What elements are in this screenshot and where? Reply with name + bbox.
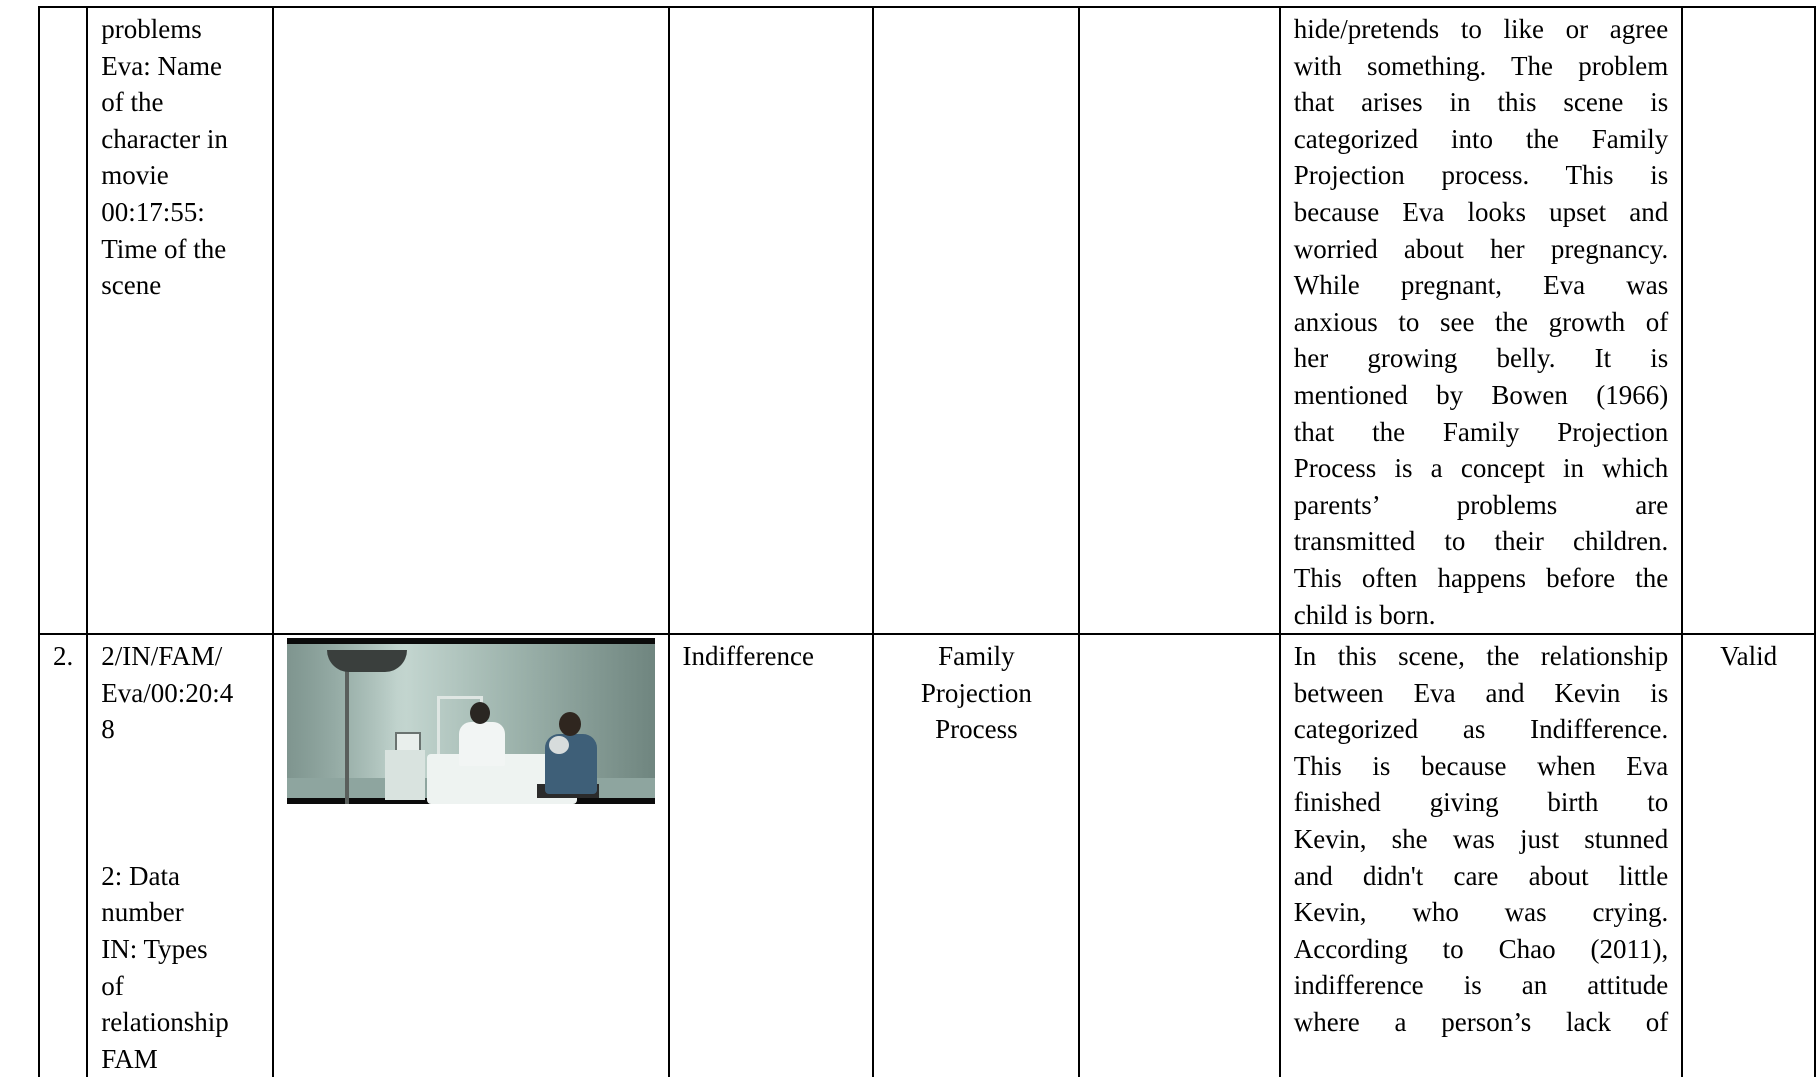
number-cell: [39, 7, 87, 634]
code-line: Time of the: [101, 233, 227, 264]
analysis-line: According to Chao (2011),: [1293, 933, 1669, 964]
code-line: FAM: [101, 1043, 158, 1074]
analysis-cell: [1280, 7, 1683, 634]
code-line: relationship: [101, 1007, 229, 1038]
code-line: 2/IN/FAM/: [101, 641, 223, 672]
analysis-line: In this scene, the relationship: [1293, 641, 1669, 672]
analysis-line: hide/pretends to like or agree: [1293, 14, 1669, 44]
code-line: 2: Data: [101, 860, 180, 891]
code-line: movie: [101, 160, 169, 191]
analysis-line: that the Family Projection: [1293, 416, 1669, 447]
analysis-table: [38, 6, 1816, 1077]
analysis-line: Projection process. This is: [1293, 160, 1669, 191]
code-line: IN: Types: [101, 934, 208, 965]
code-line: problems: [101, 14, 202, 44]
issue-line: Process: [935, 714, 1018, 745]
analysis-line: child is born.: [1293, 599, 1436, 630]
analysis-line: where a person’s lack of: [1293, 1007, 1669, 1038]
analysis-line: that arises in this scene is: [1293, 87, 1669, 118]
analysis-line: mentioned by Bowen (1966): [1293, 379, 1669, 410]
analysis-line: This often happens before the: [1293, 562, 1669, 593]
analysis-line: between Eva and Kevin is: [1293, 677, 1669, 708]
analysis-line: indifference is an attitude: [1293, 970, 1669, 1001]
issue-cell: [873, 634, 1079, 1077]
analysis-line: worried about her pregnancy.: [1293, 233, 1669, 264]
code-spacer: [101, 748, 258, 858]
image-cell: [273, 7, 669, 634]
issue-line: Projection: [920, 677, 1032, 708]
image-cell: [273, 634, 669, 1077]
number-cell: 2.: [39, 634, 87, 1077]
analysis-line: Kevin, who was crying.: [1293, 897, 1669, 928]
analysis-line: Kevin, she was just stunned: [1293, 824, 1669, 855]
analysis-line: and didn't care about little: [1293, 860, 1669, 891]
data-code-cell: [87, 634, 272, 1077]
issue-line: Family: [938, 641, 1015, 672]
validity-cell: [1682, 7, 1815, 634]
code-line: 00:17:55:: [101, 196, 205, 227]
relationship-type-cell: Indifference: [669, 634, 874, 1077]
analysis-line: finished giving birth to: [1293, 787, 1669, 818]
relationship-type-cell: [669, 7, 874, 634]
code-line: scene: [101, 270, 162, 301]
analysis-line: with something. The problem: [1293, 50, 1669, 81]
analysis-line: transmitted to their children.: [1293, 526, 1669, 557]
film-still-image: [287, 638, 655, 804]
code-line: Eva: Name: [101, 50, 222, 81]
analysis-line: This is because when Eva: [1293, 750, 1669, 781]
analysis-cell: [1280, 634, 1683, 1077]
issue-cell: [873, 7, 1079, 634]
data-code-cell: [87, 7, 272, 634]
analysis-line: While pregnant, Eva was: [1293, 270, 1669, 301]
analysis-line: parents’ problems are: [1293, 489, 1669, 520]
analysis-line: categorized as Indifference.: [1293, 714, 1669, 745]
code-line: 8: [101, 714, 115, 745]
analysis-line: anxious to see the growth of: [1293, 306, 1669, 337]
table-row: [39, 634, 1815, 1077]
code-line: of the: [101, 87, 164, 118]
blank-cell: [1079, 634, 1279, 1077]
analysis-line: categorized into the Family: [1293, 123, 1669, 154]
analysis-line: her growing belly. It is: [1293, 343, 1669, 374]
table-row: [39, 7, 1815, 634]
code-line: Eva/00:20:4: [101, 677, 234, 708]
code-line: of: [101, 970, 124, 1001]
code-line: number: [101, 897, 184, 928]
code-line: character in: [101, 123, 228, 154]
validity-cell: Valid: [1682, 634, 1815, 1077]
blank-cell: [1079, 7, 1279, 634]
analysis-line: Process is a concept in which: [1293, 453, 1669, 484]
analysis-line: because Eva looks upset and: [1293, 196, 1669, 227]
